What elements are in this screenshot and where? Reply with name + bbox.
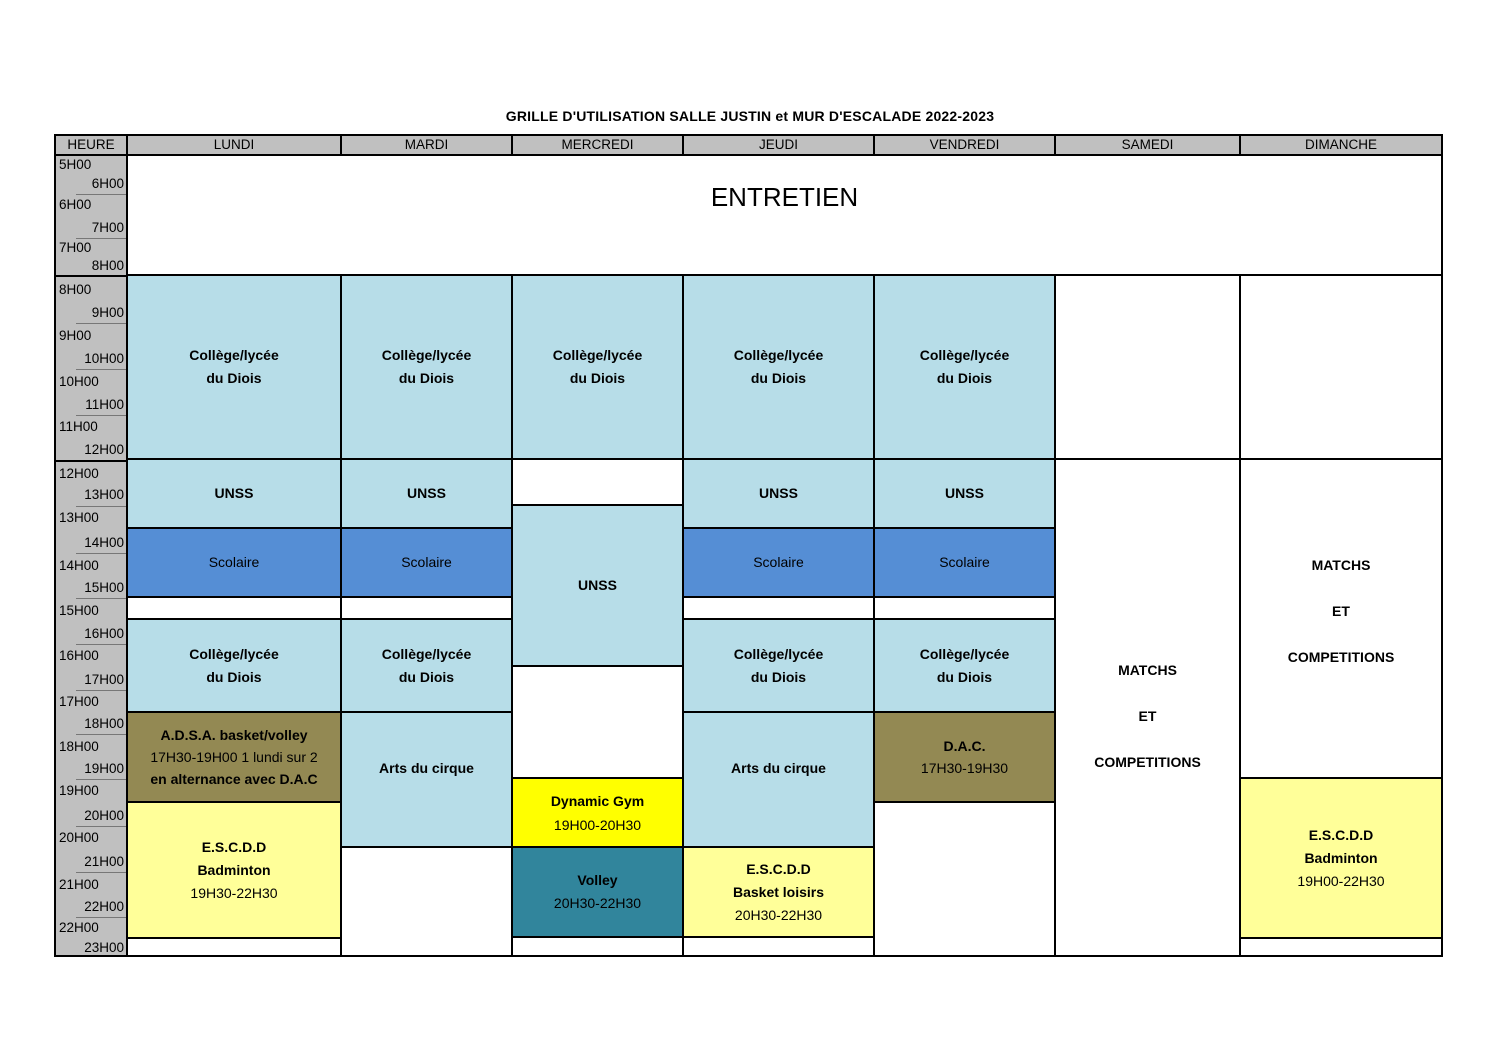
time-divider (76, 917, 126, 918)
entretien-label: ENTRETIEN (710, 182, 859, 212)
time-divider (76, 415, 126, 416)
time-start: 19H00 (59, 783, 99, 798)
block-label: Collège/lycée (919, 645, 1010, 662)
mercredi-college-morning (511, 274, 684, 460)
lundi-empty (126, 937, 342, 957)
block-label: Collège/lycée (733, 347, 824, 363)
time-divider (76, 598, 126, 599)
block-label: du Diois (206, 668, 262, 685)
header-heure: HEURE (56, 136, 128, 154)
time-start: 20H00 (59, 830, 99, 845)
lundi-college-afternoon (126, 618, 342, 713)
vendredi-dac (873, 711, 1056, 803)
block-label: MATCHS (1118, 661, 1177, 678)
dimanche-empty (1239, 937, 1443, 957)
time-end: 8H00 (91, 258, 124, 273)
time-divider (76, 553, 126, 554)
jeudi-scolaire (682, 527, 875, 598)
time-end: 20H00 (84, 808, 124, 823)
header-jeudi: JEUDI (684, 136, 875, 154)
time-divider (76, 644, 126, 645)
time-divider (76, 779, 126, 780)
block-label: du Diois (206, 370, 262, 386)
time-end: 17H00 (84, 672, 124, 687)
mardi-scolaire (340, 527, 513, 598)
header-vendredi: VENDREDI (875, 136, 1056, 154)
block-label: 19H00-22H30 (1297, 872, 1385, 889)
block-label: du Diois (750, 370, 807, 386)
vendredi-scolaire (873, 527, 1056, 598)
dimanche-empty (1239, 274, 1443, 460)
block-label: Badminton (197, 861, 271, 878)
time-start: 9H00 (59, 328, 92, 343)
block-label: ET (1332, 602, 1350, 619)
time-end: 9H00 (91, 305, 124, 320)
time-start: 14H00 (59, 558, 99, 573)
vendredi-unss (873, 458, 1056, 529)
jeudi-empty (682, 936, 875, 957)
block-label: Volley (577, 872, 618, 888)
time-end: 12H00 (84, 442, 124, 457)
time-end: 11H00 (85, 397, 124, 412)
time-start: 15H00 (59, 603, 99, 618)
entretien-block (126, 154, 1443, 276)
block-label: UNSS (945, 485, 984, 501)
lundi-unss (126, 458, 342, 529)
block-label: E.S.C.D.D (746, 860, 811, 877)
block-label: Basket loisirs (732, 883, 825, 900)
mardi-empty (340, 596, 513, 620)
block-label: COMPETITIONS (1287, 648, 1395, 665)
dimanche-escdd (1239, 777, 1443, 939)
time-end: 22H00 (84, 899, 124, 914)
time-divider (76, 826, 126, 827)
block-label: Dynamic Gym (550, 792, 645, 809)
header-mercredi: MERCREDI (513, 136, 684, 154)
time-end: 23H00 (84, 940, 124, 955)
block-label: 19H30-22H30 (190, 884, 278, 901)
block-label: Collège/lycée (552, 347, 643, 363)
block-label: UNSS (214, 485, 254, 501)
block-label: du Diois (936, 370, 993, 386)
time-divider (76, 369, 126, 370)
jeudi-college-afternoon (682, 618, 875, 713)
block-label: 17H30-19H30 (920, 760, 1009, 776)
mercredi-dynamic-gym (511, 777, 684, 848)
jeudi-college-morning (682, 274, 875, 460)
block-label: du Diois (569, 370, 626, 386)
jeudi-arts-cirque (682, 711, 875, 848)
block-label: MATCHS (1311, 556, 1371, 573)
time-end: 19H00 (84, 761, 124, 776)
time-start: 11H00 (59, 419, 98, 434)
mardi-empty (340, 846, 513, 957)
time-start: 7H00 (59, 240, 92, 255)
header-mardi: MARDI (342, 136, 513, 154)
time-start: 21H00 (59, 877, 99, 892)
block-label: Collège/lycée (381, 347, 472, 363)
vendredi-college-afternoon (873, 618, 1056, 713)
lundi-escdd (126, 801, 342, 939)
block-label: Arts du cirque (731, 760, 826, 776)
time-start: 12H00 (59, 466, 99, 481)
block-label: Scolaire (401, 554, 452, 570)
block-label: D.A.C. (943, 738, 986, 754)
time-divider (76, 506, 126, 507)
block-label: ET (1138, 707, 1157, 724)
block-label: E.S.C.D.D (201, 838, 267, 855)
time-divider (76, 238, 126, 239)
block-label: UNSS (578, 577, 617, 593)
time-start: 6H00 (59, 197, 92, 212)
lundi-college-morning (126, 274, 342, 460)
mardi-unss (340, 458, 513, 529)
time-start: 18H00 (59, 739, 99, 754)
block-label: Collège/lycée (919, 347, 1010, 363)
schedule-grid (54, 134, 1443, 957)
jeudi-escdd (682, 846, 875, 938)
lundi-scolaire (126, 527, 342, 598)
time-divider (56, 460, 126, 462)
time-start: 17H00 (59, 694, 99, 709)
vendredi-empty (873, 801, 1056, 957)
block-label: du Diois (398, 370, 455, 386)
mercredi-volley (511, 846, 684, 938)
time-divider (76, 194, 126, 195)
time-end: 18H00 (84, 716, 124, 731)
time-column (56, 156, 128, 955)
samedi-empty (1054, 274, 1241, 460)
vendredi-empty (873, 596, 1056, 620)
mercredi-unss (511, 504, 684, 667)
time-end: 10H00 (84, 351, 124, 366)
time-start: 5H00 (59, 157, 92, 172)
time-end: 14H00 (84, 535, 124, 550)
time-end: 6H00 (91, 176, 124, 191)
block-label: UNSS (759, 485, 798, 501)
mercredi-empty (511, 665, 684, 779)
header-lundi: LUNDI (128, 136, 342, 154)
block-label: Collège/lycée (381, 645, 472, 662)
time-end: 21H00 (84, 854, 124, 869)
block-label: Collège/lycée (733, 645, 824, 662)
time-start: 16H00 (59, 648, 99, 663)
jeudi-empty (682, 596, 875, 620)
lundi-adsa (126, 711, 342, 803)
block-label: Collège/lycée (189, 347, 279, 363)
time-end: 15H00 (84, 580, 124, 595)
block-label: 17H30-19H00 1 lundi sur 2 (150, 749, 318, 765)
block-label: du Diois (398, 668, 455, 685)
block-label: Arts du cirque (379, 760, 474, 776)
samedi-matchs (1054, 458, 1241, 957)
block-label: E.S.C.D.D (1308, 826, 1374, 843)
block-label: Badminton (1304, 849, 1378, 866)
block-label: COMPETITIONS (1094, 753, 1201, 770)
block-label: du Diois (936, 668, 993, 685)
block-label: Scolaire (939, 554, 990, 570)
block-label: 20H30-22H30 (553, 895, 642, 911)
time-end: 13H00 (84, 487, 124, 502)
time-divider (76, 323, 126, 324)
dimanche-matchs (1239, 458, 1443, 779)
block-label: 20H30-22H30 (734, 906, 823, 923)
header-samedi: SAMEDI (1056, 136, 1241, 154)
time-end: 16H00 (84, 626, 124, 641)
header-dimanche: DIMANCHE (1241, 136, 1441, 154)
time-divider (56, 275, 126, 277)
time-start: 22H00 (59, 920, 99, 935)
time-start: 10H00 (59, 374, 99, 389)
block-label: Collège/lycée (189, 645, 279, 662)
page-title: GRILLE D'UTILISATION SALLE JUSTIN et MUR D'ESCALADE 2022-2023 (505, 108, 995, 124)
mardi-arts-cirque (340, 711, 513, 848)
lundi-empty (126, 596, 342, 620)
block-label: 19H00-20H30 (553, 816, 642, 833)
time-start: 13H00 (59, 510, 99, 525)
time-divider (76, 872, 126, 873)
jeudi-unss (682, 458, 875, 529)
block-label: du Diois (750, 668, 807, 685)
time-end: 7H00 (91, 220, 124, 235)
mercredi-empty (511, 458, 684, 506)
mercredi-empty (511, 936, 684, 957)
vendredi-college-morning (873, 274, 1056, 460)
block-label: en alternance avec D.A.C (150, 771, 318, 787)
time-divider (76, 734, 126, 735)
block-label: UNSS (407, 485, 446, 501)
time-start: 8H00 (59, 282, 92, 297)
mardi-college-afternoon (340, 618, 513, 713)
block-label: A.D.S.A. basket/volley (160, 727, 308, 743)
block-label: Scolaire (753, 554, 804, 570)
mardi-college-morning (340, 274, 513, 460)
time-divider (76, 690, 126, 691)
block-label: Scolaire (208, 554, 260, 570)
